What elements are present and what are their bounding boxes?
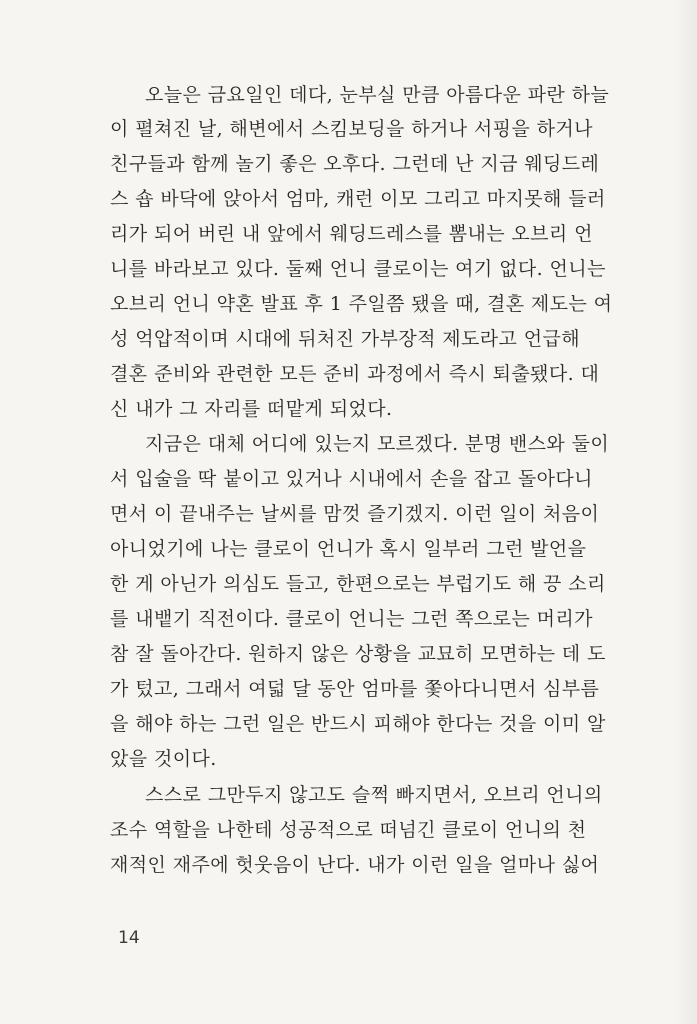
text-line: 참 잘 돌아간다. 원하지 않은 상황을 교묘히 모면하는 데 도 [110,643,606,665]
text-line: 서 입술을 딱 붙이고 있거나 시내에서 손을 잡고 돌아다니 [110,468,593,490]
text-line: 가 텄고, 그래서 여덟 달 동안 엄마를 쫓아다니면서 심부름 [110,678,600,700]
text-line: 을 해야 하는 그런 일은 반드시 피해야 한다는 것을 이미 알 [110,713,606,735]
text-line: 오늘은 금요일인 데다, 눈부실 만큼 아름다운 파란 하늘 [145,84,610,106]
text-line: 친구들과 함께 놀기 좋은 오후다. 그런데 난 지금 웨딩드레 [110,153,600,175]
text-line: 아니었기에 나는 클로이 언니가 혹시 일부러 그런 발언을 [110,538,587,560]
text-line: 리가 되어 버린 내 앞에서 웨딩드레스를 뽐내는 오브리 언 [110,223,593,245]
text-line: 성 억압적이며 시대에 뒤처진 가부장적 제도라고 언급해 [110,328,580,350]
text-line: 조수 역할을 나한테 성공적으로 떠넘긴 클로이 언니의 천 [110,819,587,841]
text-line: 았을 것이다. [110,748,217,770]
text-line: 재적인 재주에 헛웃음이 난다. 내가 이런 일을 얼마나 싫어 [110,854,600,876]
text-line: 신 내가 그 자리를 떠맡게 되었다. [110,398,393,420]
text-line: 결혼 준비와 관련한 모든 준비 과정에서 즉시 퇴출됐다. 대 [110,363,600,385]
text-line: 스스로 그만두지 않고도 슬쩍 빠지면서, 오브리 언니의 [145,784,603,806]
text-line: 를 내뱉기 직전이다. 클로이 언니는 그런 쪽으로는 머리가 [110,608,593,630]
text-line: 면서 이 끝내주는 날씨를 맘껏 즐기겠지. 이런 일이 처음이 [110,503,600,525]
text-line: 지금은 대체 어디에 있는지 모르겠다. 분명 밴스와 둘이 [145,433,610,455]
page-number: 14 [118,928,140,948]
text-line: 이 펼쳐진 날, 해변에서 스킴보딩을 하거나 서핑을 하거나 [110,118,593,140]
text-line: 오브리 언니 약혼 발표 후 1 주일쯤 됐을 때, 결혼 제도는 여 [110,293,613,315]
text-line: 스 숍 바닥에 앉아서 엄마, 캐런 이모 그리고 마지못해 들러 [110,188,606,210]
text-line: 한 게 아닌가 의심도 들고, 한편으로는 부럽기도 해 끙 소리 [110,573,606,595]
text-line: 니를 바라보고 있다. 둘째 언니 클로이는 여기 없다. 언니는 [110,258,606,280]
page-edge-shadow [675,0,697,1024]
